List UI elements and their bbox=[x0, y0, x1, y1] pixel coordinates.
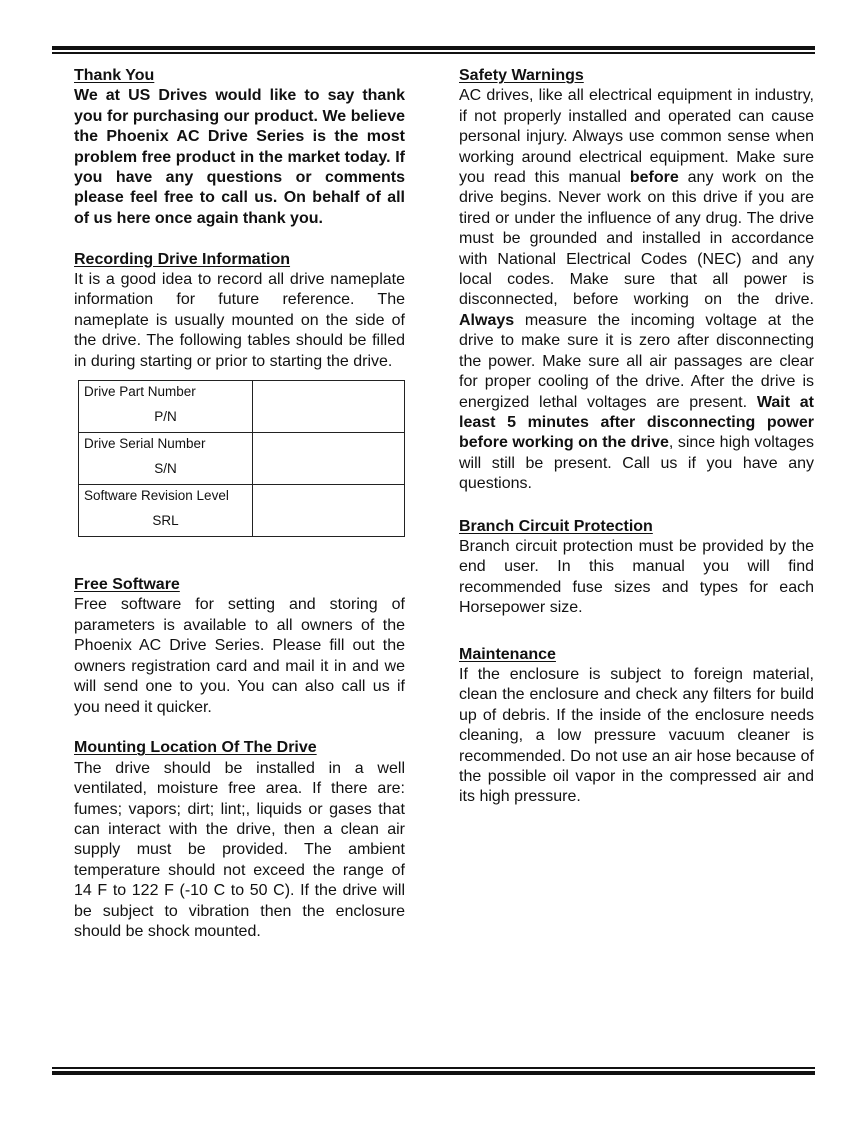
left-column bbox=[74, 66, 405, 942]
drive-info-table bbox=[78, 380, 405, 537]
table-row bbox=[79, 433, 405, 485]
table-row bbox=[79, 485, 405, 537]
recording-heading: Recording Drive Information bbox=[74, 250, 291, 268]
drive-serial-number-label-cell bbox=[79, 433, 253, 485]
free-software-heading: Free Software bbox=[74, 576, 180, 594]
software-revision-value bbox=[253, 485, 405, 537]
mounting-heading: Mounting Location Of The Drive bbox=[74, 739, 317, 757]
branch-section bbox=[459, 517, 814, 619]
safety-body: AC drives, like all electrical equipment in industry, if not properly installed and operated can cause personal injury. Always use common sense when working around electrical equipment. Make sure you read this manual before any work on the drive begins. Never work on this drive if you are tired or under the influence of any drug. The drive must be grounded and installed in accordance with National Electrical Codes (NEC) and any local codes. Make sure that all power is disconnected, before working on the drive. Always measure the incoming voltage at the drive to make sure it is zero after disconnecting the power. Make sure all air passages are clear for proper cooling of the drive. After the drive is energized lethal voltages are present. Wait at least 5 minutes after disconnecting power before working on the drive, since high voltages will still be present. Call us if you have any questions. bbox=[459, 87, 815, 493]
software-revision-label: Software Revision Level bbox=[84, 488, 229, 504]
bottom-double-rule bbox=[52, 1067, 815, 1075]
software-revision-code: SRL bbox=[152, 513, 179, 529]
drive-part-number-value bbox=[253, 381, 405, 433]
mounting-body: The drive should be installed in a well ventilated, moisture free area. If there are: fumes; vapors; dirt; lint;, liquids or gases that can interact with the drive, then a clean air supply must be provided. The ambient temperature should not exceed the range of 14 F to 122 F (-10 C to 50 C). If the drive will be subject to vibration then the enclosure should be shock mounted. bbox=[74, 759, 405, 940]
recording-section bbox=[74, 250, 405, 537]
branch-heading: Branch Circuit Protection bbox=[459, 517, 653, 535]
drive-part-number-code: P/N bbox=[154, 409, 177, 425]
safety-heading: Safety Warnings bbox=[459, 67, 584, 84]
maintenance-section bbox=[459, 645, 814, 808]
safety-bold-before: before bbox=[629, 169, 679, 187]
drive-serial-number-code: S/N bbox=[154, 461, 177, 477]
safety-section bbox=[459, 66, 814, 495]
maintenance-body: If the enclosure is subject to foreign material, clean the enclosure and check any filters for build up of debris. If the inside of the enclosure needs cleaning, a low pressure vacuum cleaner is recommended. Do not use an air hose because of the possible oil vapor in the compressed air and its high pressure. bbox=[459, 665, 814, 806]
thank-you-section bbox=[74, 66, 405, 229]
thank-you-body: We at US Drives would like to say thank you for purchasing our product. We believe the Phoenix AC Drive Series is the most problem free product in the market today. If you have any questions or comments please feel free to call us. On behalf of all of us here once again thank you. bbox=[74, 87, 405, 227]
drive-part-number-label: Drive Part Number bbox=[84, 384, 196, 400]
branch-body: Branch circuit protection must be provided by the end user. In this manual you will find recommended fuse sizes and types for each Horsepower size. bbox=[459, 537, 814, 617]
free-software-body: Free software for setting and storing of parameters is available to all owners of the Phoenix AC Drive Series. Please fill out the owners registration card and mail it in and we will send one to you. You can also call us if you need it quicker. bbox=[74, 596, 405, 716]
recording-body: It is a good idea to record all drive nameplate information for future reference. The nameplate is usually mounted on the side of the drive. The following tables should be filled in during starting or prior to starting the drive. bbox=[74, 271, 405, 370]
safety-bold-wait: Wait at least 5 minutes after disconnecting power before working on the drive bbox=[459, 393, 815, 452]
mounting-section bbox=[74, 738, 405, 942]
table-row bbox=[79, 381, 405, 433]
maintenance-heading: Maintenance bbox=[459, 645, 556, 663]
drive-part-number-label-cell bbox=[79, 381, 253, 433]
software-revision-label-cell bbox=[79, 485, 253, 537]
thank-you-heading: Thank You bbox=[74, 67, 155, 84]
drive-serial-number-value bbox=[253, 433, 405, 485]
top-double-rule bbox=[52, 46, 815, 54]
safety-bold-always: Always bbox=[459, 311, 515, 329]
free-software-section bbox=[74, 575, 405, 718]
right-column bbox=[459, 66, 814, 808]
drive-serial-number-label: Drive Serial Number bbox=[84, 436, 206, 452]
